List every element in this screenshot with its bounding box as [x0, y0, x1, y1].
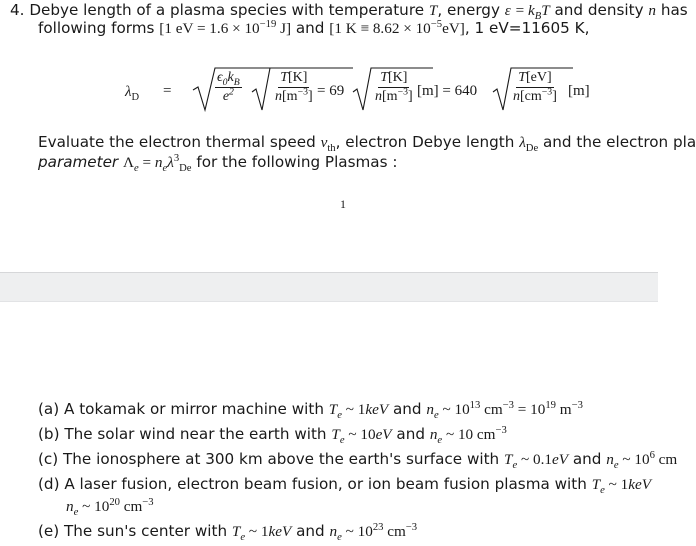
problem-line-2: following forms [1 eV = $1.6 \times 10^{-19}$ J] and [1 $K \equiv 8.62 \times 10^{-5}eV$], 1 eV=11605 K, — [38, 18, 590, 37]
document-page-bottom — [0, 302, 678, 546]
evaluate-line-1: Evaluate the electron thermal speed $v_{th}$, electron Debye length $\lambda_{De}$ and the electron pla — [38, 133, 696, 155]
case-e: (e) The sun's center with $T_e$ ~ 1keV and $n_e$ ~ $10^{23}$ $cm^{-3}$ — [38, 521, 418, 544]
case-b: (b) The solar wind near the earth with $T_e$ ~ 10eV and $n_e$ ~ 10 $cm^{-3}$ — [38, 424, 507, 447]
case-a: (a) A tokamak or mirror machine with $T_e$ ~ 1keV and $n_e$ ~ $10^{13}$ $cm^{-3} = 10^{19}$ $m^{-3}$ — [38, 399, 583, 422]
page-number: 1 — [340, 197, 346, 211]
case-c: (c) The ionosphere at 300 km above the earth's surface with $T_e$ ~ 0.1eV and $n_e$ ~ $10^6$ cm — [38, 449, 678, 472]
page-break-gap — [0, 272, 658, 302]
case-d: (d) A laser fusion, electron beam fusion, or ion beam fusion plasma with $T_e$ ~ 1keV — [38, 475, 652, 497]
case-d-continuation: $n_e$ ~ $10^{20}$ $cm^{-3}$ — [66, 496, 154, 519]
document-page-top: 4. Debye length of a plasma species with temperature T, energy $\varepsilon = k_BT$ and density n has following forms [1 eV = $1.6 \times 10^{-19}$ J] and [1 $K \equiv 8.62 \times 10^{-5}eV$], 1 eV=11605 K, $\lambda_D$ = $\frac{\epsilon_0k_B}{e^2}$ $\frac{T[K]}{n[m^{-3}]}$ = 69 $\frac{T[K]}{n[m^{-3}]}$ [m] = 640 $\frac{T[eV]}{n[cm^{-3}]}$ [m] Evaluate the electron thermal speed $v_{th}$, electron Debye length $\lambda_{De}$ and the electron pla parameter $\Lambda_e = n_e\lambda^3_{De}$ for the following Plasmas : 1 — [0, 0, 658, 272]
evaluate-line-2: parameter $\Lambda_e = n_e\lambda^3_{De}$ for the following Plasmas : — [38, 152, 398, 175]
problem-line-1: 4. Debye length of a plasma species with temperature T, energy $\varepsilon = k_BT$ and density n has — [10, 1, 688, 23]
